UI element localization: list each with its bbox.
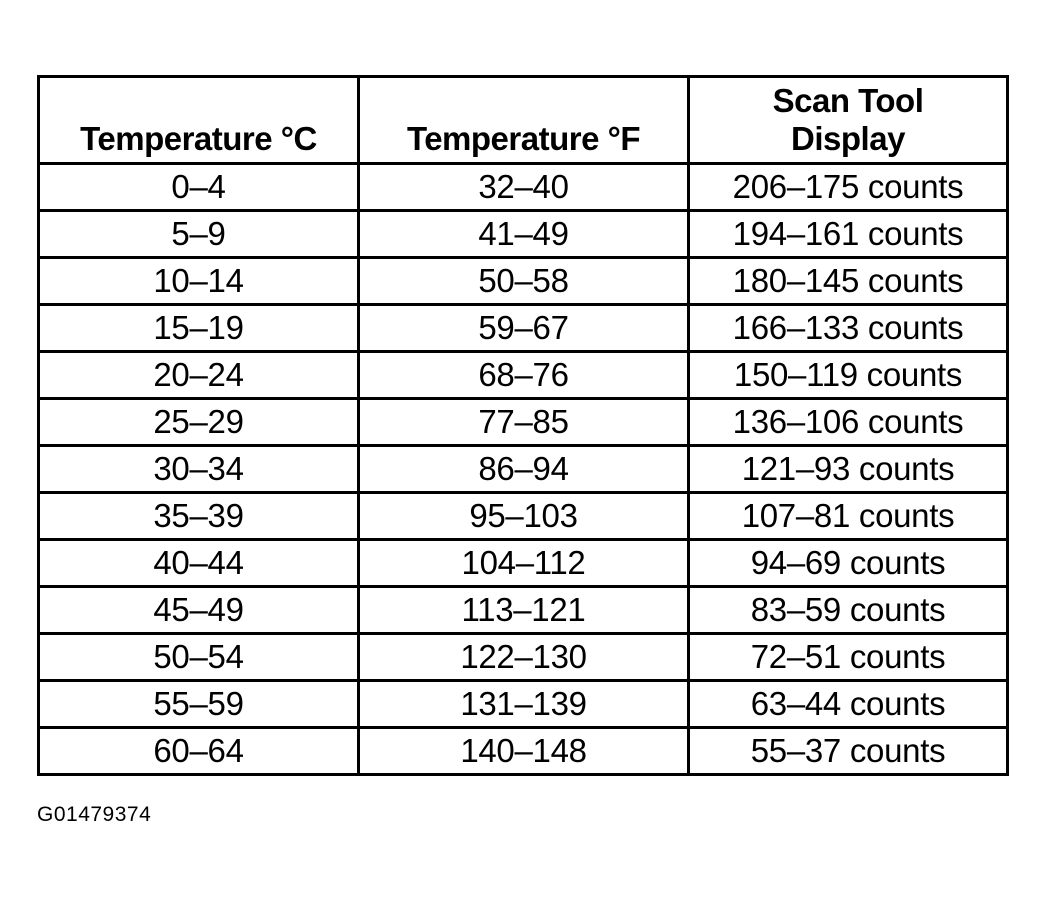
cell-celsius: 0–4 bbox=[39, 164, 359, 211]
cell-fahrenheit: 41–49 bbox=[359, 211, 689, 258]
cell-celsius: 5–9 bbox=[39, 211, 359, 258]
cell-celsius: 40–44 bbox=[39, 540, 359, 587]
table-row bbox=[39, 211, 1008, 258]
cell-scan-tool-counts: 94–69 counts bbox=[689, 540, 1008, 587]
cell-scan-tool-counts: 55–37 counts bbox=[689, 728, 1008, 775]
table-row bbox=[39, 728, 1008, 775]
cell-celsius: 25–29 bbox=[39, 399, 359, 446]
cell-fahrenheit: 95–103 bbox=[359, 493, 689, 540]
header-temperature-fahrenheit: Temperature °F bbox=[359, 77, 689, 164]
cell-fahrenheit: 113–121 bbox=[359, 587, 689, 634]
cell-celsius: 60–64 bbox=[39, 728, 359, 775]
cell-celsius: 10–14 bbox=[39, 258, 359, 305]
table-row bbox=[39, 681, 1008, 728]
cell-scan-tool-counts: 136–106 counts bbox=[689, 399, 1008, 446]
cell-fahrenheit: 68–76 bbox=[359, 352, 689, 399]
cell-fahrenheit: 86–94 bbox=[359, 446, 689, 493]
cell-fahrenheit: 59–67 bbox=[359, 305, 689, 352]
table-row bbox=[39, 352, 1008, 399]
cell-scan-tool-counts: 83–59 counts bbox=[689, 587, 1008, 634]
temperature-table bbox=[37, 75, 1009, 776]
cell-celsius: 20–24 bbox=[39, 352, 359, 399]
temperature-table-container bbox=[37, 75, 1006, 776]
cell-scan-tool-counts: 121–93 counts bbox=[689, 446, 1008, 493]
table-row bbox=[39, 258, 1008, 305]
cell-fahrenheit: 32–40 bbox=[359, 164, 689, 211]
table-row bbox=[39, 305, 1008, 352]
cell-celsius: 55–59 bbox=[39, 681, 359, 728]
cell-celsius: 35–39 bbox=[39, 493, 359, 540]
table-header-row bbox=[39, 77, 1008, 164]
cell-celsius: 50–54 bbox=[39, 634, 359, 681]
cell-fahrenheit: 122–130 bbox=[359, 634, 689, 681]
cell-celsius: 45–49 bbox=[39, 587, 359, 634]
cell-celsius: 15–19 bbox=[39, 305, 359, 352]
header-scan-tool-display: Scan Tool Display bbox=[689, 77, 1008, 164]
cell-scan-tool-counts: 72–51 counts bbox=[689, 634, 1008, 681]
cell-scan-tool-counts: 194–161 counts bbox=[689, 211, 1008, 258]
cell-celsius: 30–34 bbox=[39, 446, 359, 493]
cell-scan-tool-counts: 107–81 counts bbox=[689, 493, 1008, 540]
table-row bbox=[39, 446, 1008, 493]
cell-fahrenheit: 104–112 bbox=[359, 540, 689, 587]
table-row bbox=[39, 587, 1008, 634]
table-row bbox=[39, 164, 1008, 211]
table-row bbox=[39, 634, 1008, 681]
cell-fahrenheit: 140–148 bbox=[359, 728, 689, 775]
table-row bbox=[39, 493, 1008, 540]
cell-scan-tool-counts: 180–145 counts bbox=[689, 258, 1008, 305]
cell-scan-tool-counts: 63–44 counts bbox=[689, 681, 1008, 728]
cell-fahrenheit: 77–85 bbox=[359, 399, 689, 446]
cell-fahrenheit: 50–58 bbox=[359, 258, 689, 305]
table-row bbox=[39, 540, 1008, 587]
cell-fahrenheit: 131–139 bbox=[359, 681, 689, 728]
cell-scan-tool-counts: 206–175 counts bbox=[689, 164, 1008, 211]
cell-scan-tool-counts: 166–133 counts bbox=[689, 305, 1008, 352]
table-row bbox=[39, 399, 1008, 446]
header-temperature-celsius: Temperature °C bbox=[39, 77, 359, 164]
figure-id-label: G01479374 bbox=[37, 803, 152, 826]
cell-scan-tool-counts: 150–119 counts bbox=[689, 352, 1008, 399]
